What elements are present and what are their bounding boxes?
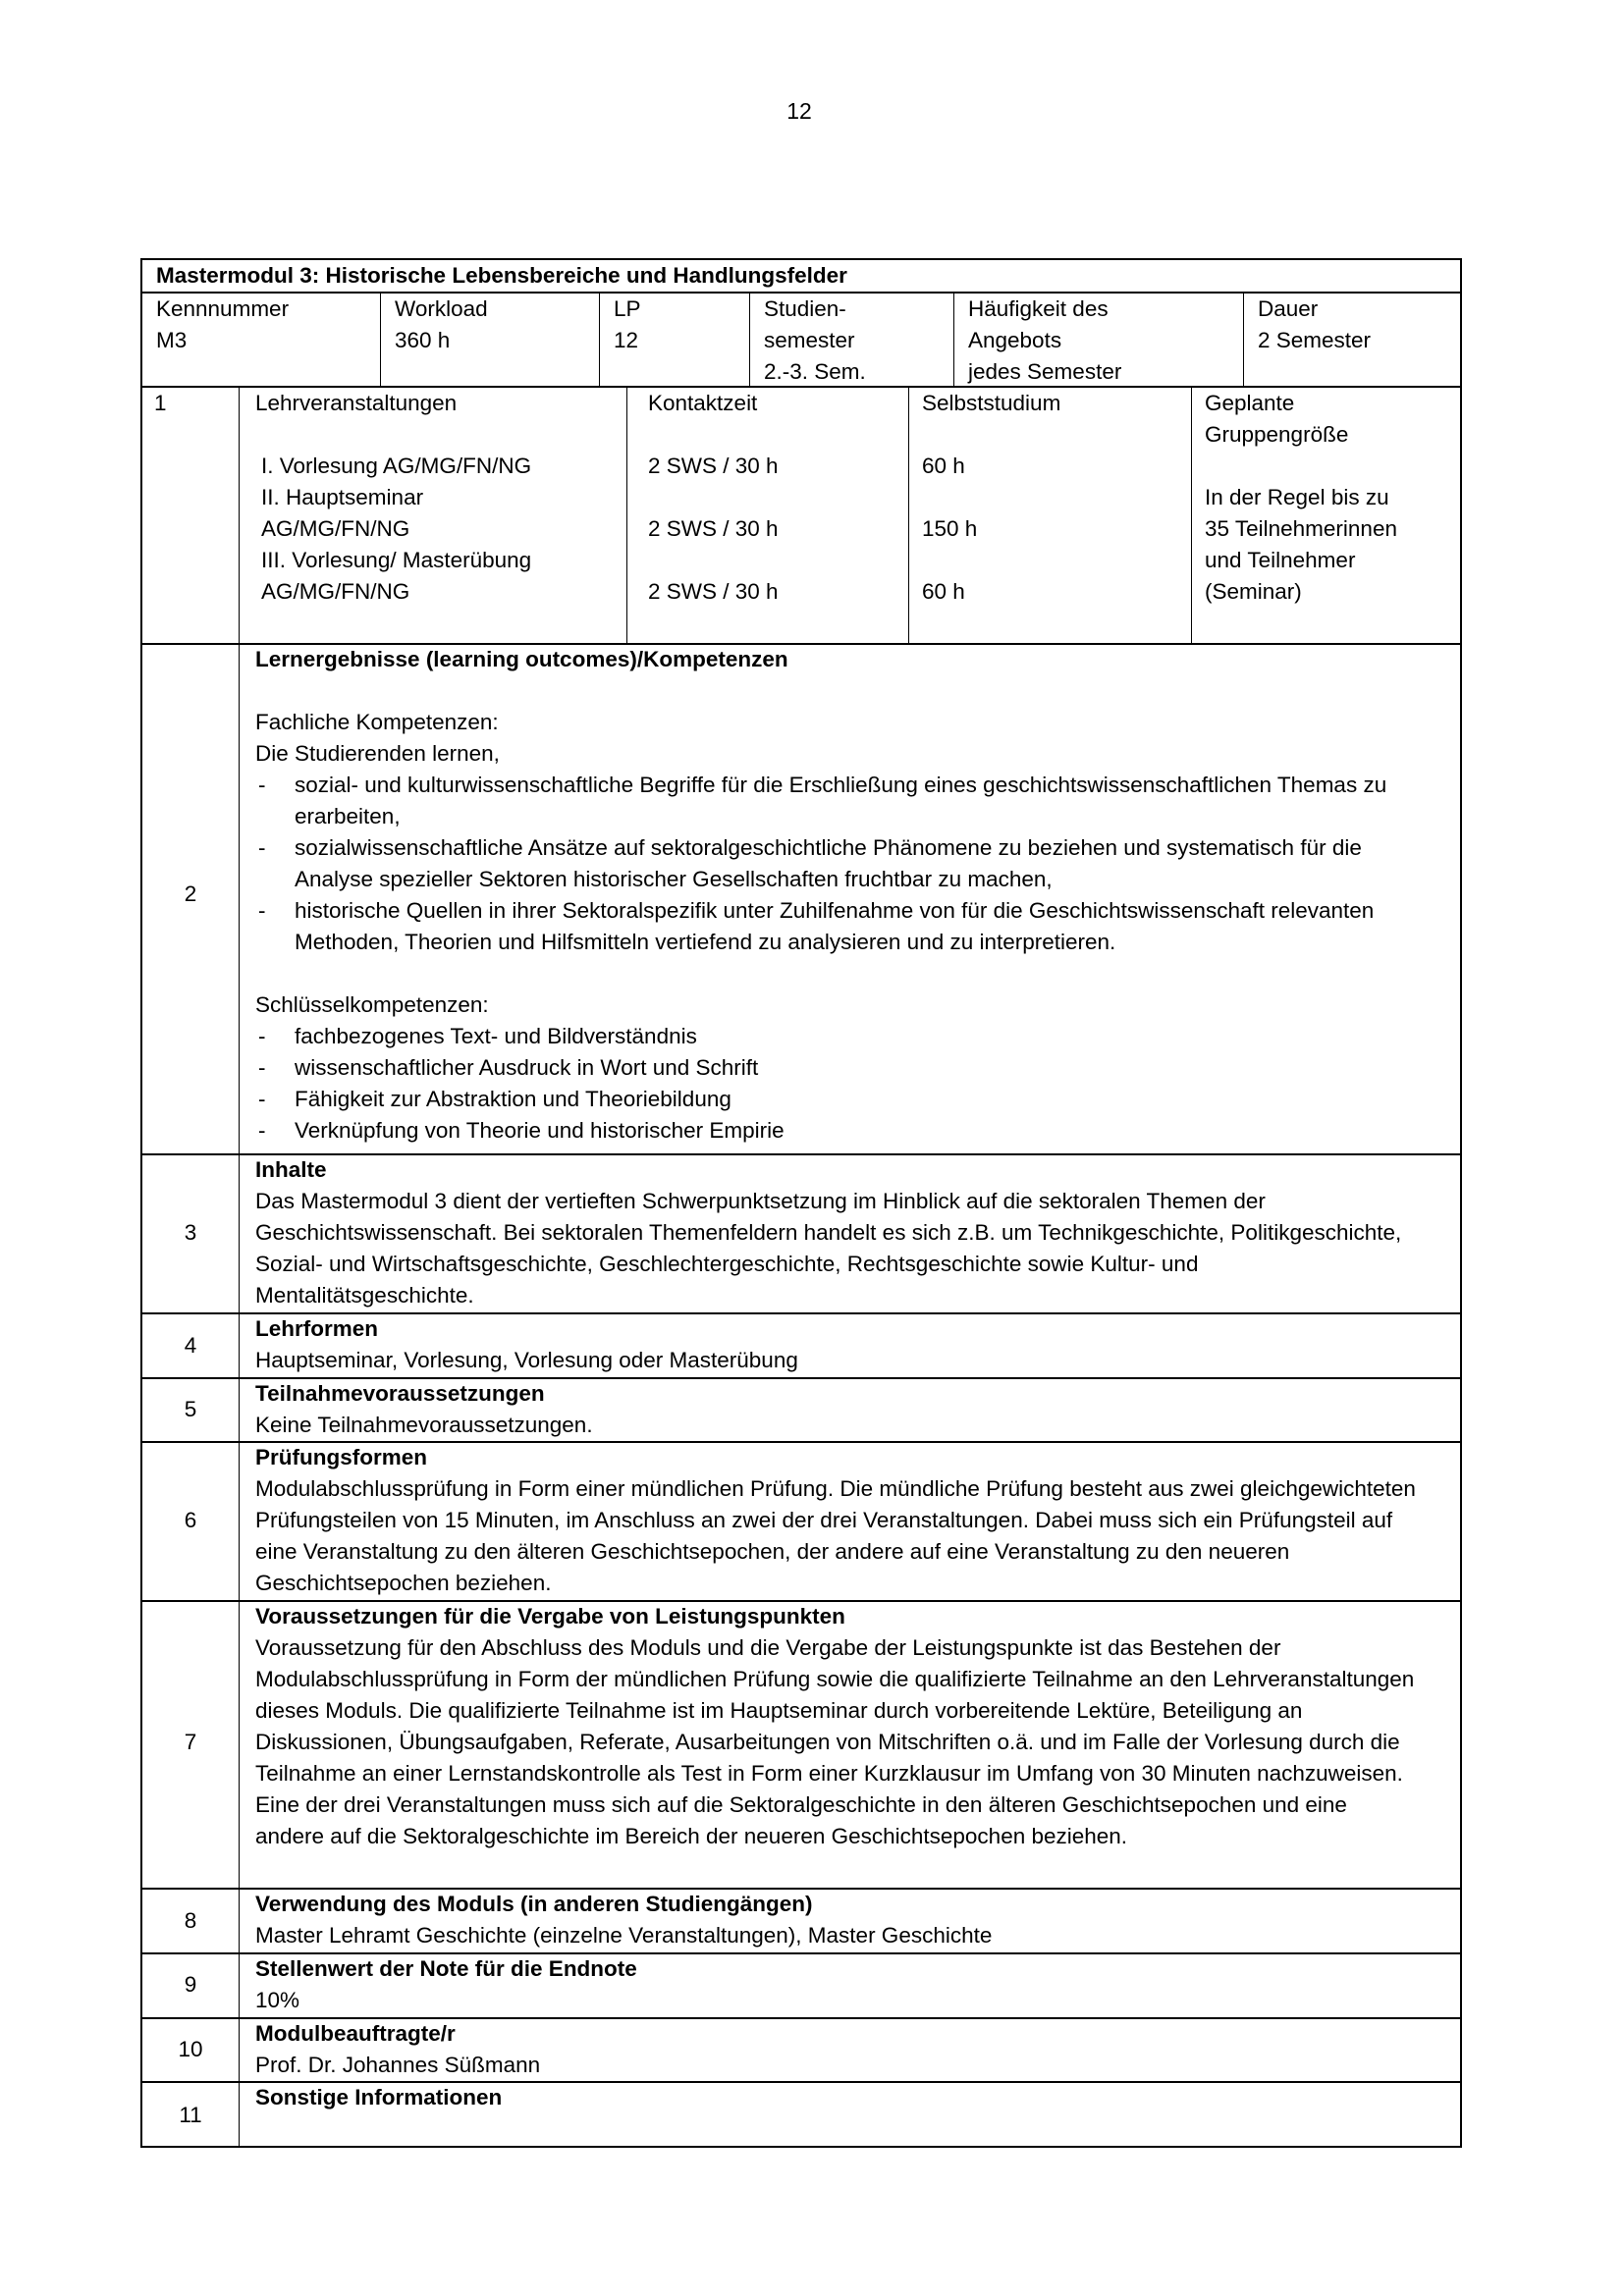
list-item: - Fähigkeit zur Abstraktion und Theoriebildung	[255, 1084, 1421, 1115]
column-divider	[626, 387, 627, 644]
kontaktzeit-value: 2 SWS / 30 h	[648, 454, 779, 478]
section-title: Teilnahmevoraussetzungen	[255, 1381, 545, 1406]
column-divider	[599, 293, 600, 386]
section-number: 5	[184, 1397, 197, 1421]
workload-label: Workload	[395, 296, 488, 321]
section-number: 1	[154, 391, 167, 415]
section-title: Stellenwert der Note für die Endnote	[255, 1956, 637, 1981]
modulbeauftragte-section	[255, 2018, 1421, 2081]
section-text: Master Lehramt Geschichte (einzelne Veranstaltungen), Master Geschichte	[255, 1923, 993, 1948]
section-title: Lernergebnisse (learning outcomes)/Kompetenzen	[255, 647, 788, 671]
section-title: Sonstige Informationen	[255, 2085, 503, 2109]
schluessel-heading: Schlüsselkompetenzen:	[255, 992, 489, 1017]
column-divider	[953, 293, 954, 386]
gruppengroesse-heading: Geplante	[1205, 391, 1295, 415]
kontaktzeit-value: 2 SWS / 30 h	[648, 516, 779, 541]
module-table	[140, 258, 1462, 2148]
section-title: Verwendung des Moduls (in anderen Studiengängen)	[255, 1892, 813, 1916]
lv-line: III. Vorlesung/ Masterübung	[261, 548, 532, 572]
kennnummer-label: Kennnummer	[156, 296, 290, 321]
section-title: Voraussetzungen für die Vergabe von Leistungspunkten	[255, 1604, 845, 1629]
lv-line: AG/MG/FN/NG	[261, 516, 410, 541]
lehrformen-section	[255, 1313, 1421, 1376]
section-text: Hauptseminar, Vorlesung, Vorlesung oder Masterübung	[255, 1348, 798, 1372]
section-number: 9	[184, 1972, 197, 1997]
pruefungsformen-section	[255, 1442, 1421, 1599]
fach-heading: Fachliche Kompetenzen:	[255, 710, 499, 734]
section-text: Prof. Dr. Johannes Süßmann	[255, 2053, 541, 2077]
column-divider	[380, 293, 381, 386]
column-divider	[749, 293, 750, 386]
lv-line: AG/MG/FN/NG	[261, 579, 410, 604]
stellenwert-section	[255, 1953, 1421, 2016]
section-number: 4	[184, 1333, 197, 1358]
semester-value: 2.-3. Sem.	[764, 359, 866, 384]
sonstige-section	[255, 2082, 1421, 2113]
section-number: 7	[184, 1730, 197, 1754]
dauer-value: 2 Semester	[1258, 328, 1372, 352]
dauer-label: Dauer	[1258, 296, 1319, 321]
section-text: Keine Teilnahmevoraussetzungen.	[255, 1413, 593, 1437]
lv-line: I. Vorlesung AG/MG/FN/NG	[261, 454, 532, 478]
gruppengroesse-value: (Seminar)	[1205, 579, 1302, 604]
selbststudium-value: 150 h	[922, 516, 978, 541]
section-text: Eine der drei Veranstaltungen muss sich auf die Sektoralgeschichte in den älteren Geschichtsepochen und eine andere auf die Sektoralgeschichte im Bereich der neueren Geschichtsepochen beziehen.	[255, 1792, 1347, 1848]
number-column-divider	[239, 387, 240, 2148]
section-text: Voraussetzung für den Abschluss des Moduls und die Vergabe der Leistungspunkte ist das Bestehen der Modulabschlussprüfung in Form der mündlichen Prüfung sowie die qualifizierte Teilnahme an den Lehrveranstaltungen dieses Moduls. Die qualifizierte Teilnahme ist im Hauptseminar durch vorbereitende Lektüre, Beteiligung an Diskussionen, Übungsaufgaben, Referate, Ausarbeitungen von Mitschriften o.ä. und im Falle der Vorlesung durch die Teilnahme an einer Lernstandskontrolle als Test in Form einer Kurzklausur im Umfang von 30 Minuten nachzuweisen.	[255, 1635, 1415, 1786]
column-divider	[1243, 293, 1244, 386]
column-divider	[1191, 387, 1192, 644]
haeufigkeit-value: jedes Semester	[968, 359, 1122, 384]
semester-label: Studien-	[764, 296, 846, 321]
list-item: - historische Quellen in ihrer Sektoralspezifik unter Zuhilfenahme von für die Geschichtswissenschaft relevanten Methoden, Theorien und Hilfsmitteln vertiefend zu analysieren und zu interpretieren.	[255, 895, 1421, 958]
column-divider	[908, 387, 909, 644]
section-title: Inhalte	[255, 1157, 327, 1182]
list-item: - sozial- und kulturwissenschaftliche Begriffe für die Erschließung eines geschichtswissenschaftlichen Themas zu erarbeiten,	[255, 770, 1421, 832]
section-title: Prüfungsformen	[255, 1445, 428, 1469]
section-text: Modulabschlussprüfung in Form einer mündlichen Prüfung. Die mündliche Prüfung besteht aus zwei gleichgewichteten Prüfungsteilen von 15 Minuten, im Anschluss an zwei der drei Veranstaltungen. Dabei muss sich ein Prüfungsteil auf eine Veranstaltung zu den älteren Geschichtsepochen, der andere auf eine Veranstaltung zu den neueren Geschichtsepochen beziehen.	[255, 1476, 1416, 1595]
gruppengroesse-value: 35 Teilnehmerinnen	[1205, 516, 1397, 541]
section-title: Lehrformen	[255, 1316, 379, 1341]
section-text: 10%	[255, 1988, 300, 2012]
section-number: 2	[184, 881, 197, 906]
section-title: Modulbeauftragte/r	[255, 2021, 456, 2046]
section-number: 8	[184, 1908, 197, 1933]
teilnahmevoraussetzungen-section	[255, 1378, 1421, 1441]
section-text: Das Mastermodul 3 dient der vertieften Schwerpunktsetzung im Hinblick auf die sektoralen Themen der Geschichtswissenschaft. Bei sektoralen Themenfeldern handelt es sich z.B. um Technikgeschichte, Politikgeschichte, Sozial- und Wirtschaftsgeschichte, Geschlechtergeschichte, Rechtsgeschichte sowie Kultur- und Mentalitätsgeschichte.	[255, 1189, 1402, 1308]
inhalte-section	[255, 1154, 1421, 1311]
list-item: - sozialwissenschaftliche Ansätze auf sektoralgeschichtliche Phänomene zu beziehen und systematisch für die Analyse spezieller Sektoren historischer Gesellschaften fruchtbar zu machen,	[255, 832, 1421, 895]
kennnummer-value: M3	[156, 328, 188, 352]
page-number: 12	[786, 98, 812, 124]
leistungspunkte-section	[255, 1601, 1421, 1852]
intro-text: Die Studierenden lernen,	[255, 741, 500, 766]
kontaktzeit-value: 2 SWS / 30 h	[648, 579, 779, 604]
workload-value: 360 h	[395, 328, 451, 352]
gruppengroesse-value: und Teilnehmer	[1205, 548, 1356, 572]
semester-label: semester	[764, 328, 855, 352]
haeufigkeit-label: Häufigkeit des	[968, 296, 1109, 321]
selbststudium-heading: Selbststudium	[922, 391, 1061, 415]
module-title: Mastermodul 3: Historische Lebensbereiche und Handlungsfelder	[156, 263, 847, 288]
lv-line: II. Hauptseminar	[261, 485, 424, 509]
gruppengroesse-heading: Gruppengröße	[1205, 422, 1349, 447]
list-item: - fachbezogenes Text- und Bildverständnis	[255, 1021, 1421, 1052]
section-number: 10	[178, 2037, 203, 2061]
verwendung-section	[255, 1889, 1421, 1951]
selbststudium-value: 60 h	[922, 579, 965, 604]
kontaktzeit-heading: Kontaktzeit	[648, 391, 758, 415]
list-item: - Verknüpfung von Theorie und historischer Empirie	[255, 1115, 1421, 1147]
list-item: - wissenschaftlicher Ausdruck in Wort und Schrift	[255, 1052, 1421, 1084]
learning-outcomes-section	[255, 644, 1421, 1147]
gruppengroesse-value: In der Regel bis zu	[1205, 485, 1389, 509]
section-number: 6	[184, 1508, 197, 1532]
lehrveranstaltungen-heading: Lehrveranstaltungen	[255, 391, 458, 415]
lp-label: LP	[614, 296, 641, 321]
section-number: 11	[179, 2103, 202, 2127]
lp-value: 12	[614, 328, 639, 352]
section-number: 3	[184, 1220, 197, 1245]
selbststudium-value: 60 h	[922, 454, 965, 478]
haeufigkeit-label: Angebots	[968, 328, 1062, 352]
